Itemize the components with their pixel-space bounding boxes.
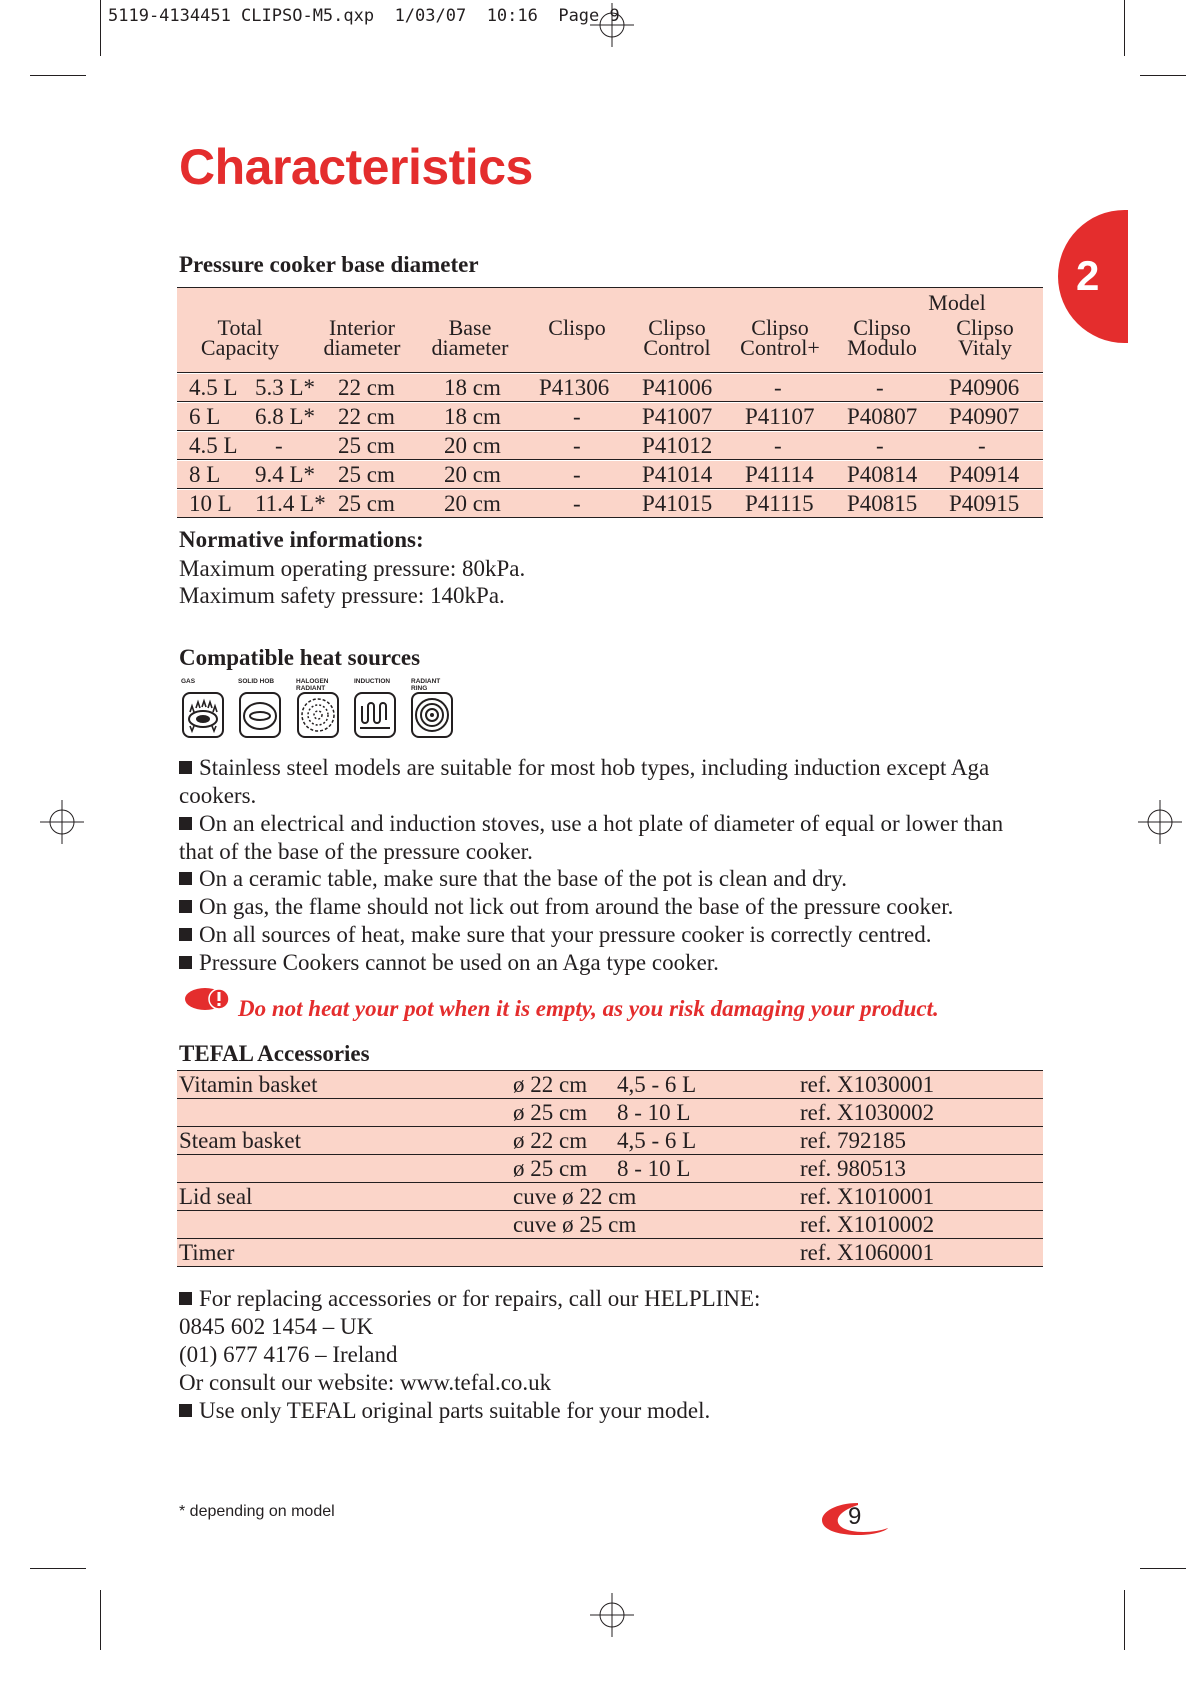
- table-row: 4.5 L 5.3 L* 22 cm 18 cm P41306 P41006 - - P40906: [177, 374, 1043, 402]
- footnote: * depending on model: [179, 1503, 335, 1520]
- table-row: Steam basket ø 22 cm 4,5 - 6 L ref. 792185: [177, 1127, 1043, 1155]
- header-total-capacity: Total Capacity: [200, 315, 280, 360]
- bullet-icon: [179, 1404, 192, 1417]
- helpline-bullet: For replacing accessories or for repairs, call our HELPLINE:: [179, 1285, 760, 1313]
- header-clipso-control-plus: Clipso Control+: [740, 315, 820, 360]
- header-interior-diameter: Interior diameter: [323, 315, 401, 360]
- heat-label-halogen-radiant: HALOGEN RADIANT: [296, 678, 329, 692]
- table-row: 10 L 11.4 L* 25 cm 20 cm - P41015 P41115 P40815 P40915: [177, 490, 1043, 518]
- page-number: 9: [848, 1503, 862, 1530]
- heat-label-solid-hob: SOLID HOB: [238, 678, 275, 685]
- halogen-radiant-icon: [297, 692, 339, 738]
- table-header: [177, 287, 1043, 373]
- bullet-icon: [179, 817, 192, 830]
- header-clipso-modulo: Clipso Modulo: [847, 315, 917, 360]
- registration-mark-icon: [590, 1593, 634, 1637]
- advice-bullet-continuation: that of the base of the pressure cooker.: [179, 839, 533, 864]
- table-row: Lid seal cuve ø 22 cm ref. X1010001: [177, 1183, 1043, 1211]
- normative-heading: Normative informations:: [179, 527, 424, 552]
- bullet-icon: [179, 761, 192, 774]
- advice-bullet: On gas, the flame should not lick out from around the base of the pressure cooker.: [179, 893, 953, 921]
- table-row: Timer ref. X1060001: [177, 1239, 1043, 1267]
- normative-operating-pressure: Maximum operating pressure: 80kPa.: [179, 556, 526, 581]
- heat-label-induction: INDUCTION: [354, 678, 391, 685]
- table-row: cuve ø 25 cm ref. X1010002: [177, 1211, 1043, 1239]
- section-tab-number: 2: [1076, 252, 1100, 299]
- normative-safety-pressure: Maximum safety pressure: 140kPa.: [179, 583, 505, 608]
- crop-mark: [1140, 1568, 1186, 1569]
- crop-mark: [100, 1590, 101, 1650]
- table-row: ø 25 cm 8 - 10 L ref. 980513: [177, 1155, 1043, 1183]
- crop-mark: [1124, 1590, 1125, 1650]
- heat-label-gas: GAS: [181, 678, 196, 685]
- advice-bullet: On a ceramic table, make sure that the base of the pot is clean and dry.: [179, 865, 847, 893]
- warning-text: Do not heat your pot when it is empty, as you risk damaging your product.: [238, 996, 939, 1021]
- header-clipso-vitaly: Clipso Vitaly: [956, 315, 1014, 360]
- accessories-table: [177, 1070, 1043, 1267]
- gas-flame-icon: [182, 692, 224, 738]
- crop-mark: [1124, 0, 1125, 56]
- table-row: Vitamin basket ø 22 cm 4,5 - 6 L ref. X1030001: [177, 1071, 1043, 1099]
- advice-bullet: On an electrical and induction stoves, use a hot plate of diameter of equal or lower than: [179, 810, 1003, 838]
- print-slug: 5119-4134451 CLIPSO-M5.qxp 1/03/07 10:16 Page 9: [108, 6, 620, 26]
- table-row: 6 L 6.8 L* 22 cm 18 cm - P41007 P41107 P40807 P40907: [177, 403, 1043, 431]
- header-base-diameter: Base diameter: [431, 315, 509, 360]
- bullet-icon: [179, 900, 192, 913]
- bullet-icon: [179, 872, 192, 885]
- warning-exclamation-icon: [183, 986, 231, 1012]
- table-row: ø 25 cm 8 - 10 L ref. X1030002: [177, 1099, 1043, 1127]
- bullet-icon: [179, 1292, 192, 1305]
- header-clipso-control: Clipso Control: [643, 315, 711, 360]
- heat-sources-heading: Compatible heat sources: [179, 645, 421, 670]
- base-diameter-table: [177, 287, 1043, 518]
- crop-mark: [1140, 75, 1186, 76]
- registration-mark-icon: [590, 3, 634, 47]
- page-title: Characteristics: [179, 139, 533, 195]
- registration-mark-icon: [1138, 800, 1182, 844]
- helpline-website: Or consult our website: www.tefal.co.uk: [179, 1370, 552, 1395]
- advice-bullet: On all sources of heat, make sure that your pressure cooker is correctly centred.: [179, 921, 932, 949]
- section-tab: [1058, 210, 1128, 343]
- heat-label-radiant-ring: RADIANT RING: [411, 678, 441, 692]
- page-number-badge: [818, 1500, 890, 1538]
- model-group-label: Model: [928, 290, 986, 315]
- crop-mark: [30, 75, 86, 76]
- advice-bullet: Stainless steel models are suitable for most hob types, including induction except Aga: [179, 754, 989, 782]
- registration-mark-icon: [40, 800, 84, 844]
- advice-bullet-continuation: cookers.: [179, 783, 257, 808]
- helpline-ireland: (01) 677 4176 – Ireland: [179, 1342, 398, 1367]
- bullet-icon: [179, 956, 192, 969]
- table-row: 8 L 9.4 L* 25 cm 20 cm - P41014 P41114 P40814 P40914: [177, 461, 1043, 489]
- header-clispo: Clispo: [548, 315, 606, 340]
- bullet-icon: [179, 928, 192, 941]
- crop-mark: [100, 0, 101, 56]
- base-diameter-heading: Pressure cooker base diameter: [179, 252, 479, 277]
- induction-coil-icon: [354, 692, 396, 738]
- helpline-uk: 0845 602 1454 – UK: [179, 1314, 374, 1339]
- helpline-bullet: Use only TEFAL original parts suitable for your model.: [179, 1397, 710, 1425]
- crop-mark: [30, 1568, 86, 1569]
- accessories-heading: TEFAL Accessories: [179, 1041, 370, 1066]
- table-row: 4.5 L - 25 cm 20 cm - P41012 - - -: [177, 432, 1043, 460]
- advice-bullet: Pressure Cookers cannot be used on an Aga type cooker.: [179, 949, 719, 977]
- solid-hob-icon: [239, 692, 281, 738]
- radiant-ring-icon: [411, 692, 453, 738]
